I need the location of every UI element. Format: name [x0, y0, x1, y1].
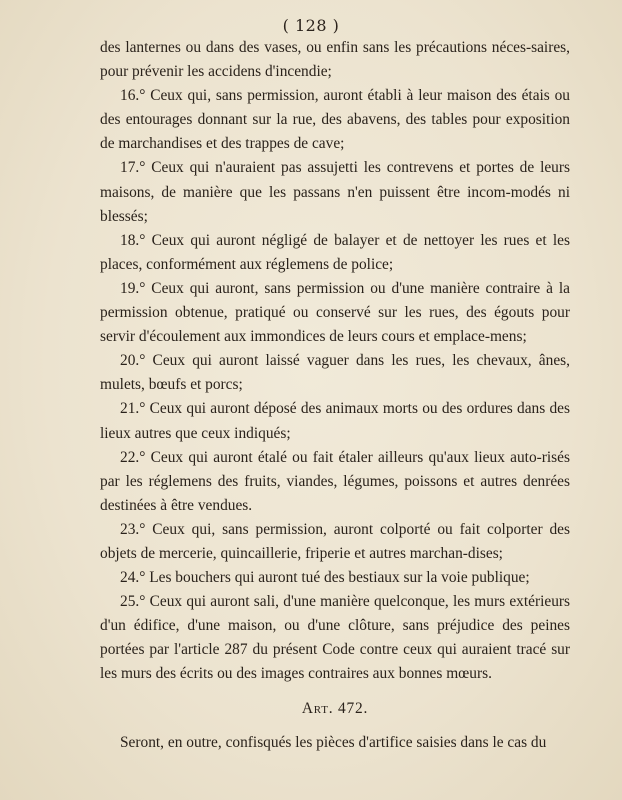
paragraph-continuation: des lanternes ou dans des vases, ou enfin sans les précautions néces-saires, pour prévenir les accidens d'incendie;: [100, 39, 570, 81]
article-heading: Art. 472.: [301, 699, 369, 717]
paragraph-item-25: 25.° Ceux qui auront sali, d'une manière quelconque, les murs extérieurs d'un édifice, d'une maison, ou d'une clôture, sans préjudice des peines portées par l'article 287 du présent Code contre ceux qui auraient tracé sur les murs des écrits ou des images contraires aux bonnes mœurs.: [100, 593, 570, 683]
paragraph-item-20: 20.° Ceux qui auront laissé vaguer dans les rues, les chevaux, ânes, mulets, bœufs et porcs;: [100, 352, 570, 394]
body-text: [100, 36, 570, 755]
page-number: ( 128 ): [282, 16, 340, 35]
paragraph-item-18: 18.° Ceux qui auront négligé de balayer et de nettoyer les rues et les places, conformément aux réglemens de police;: [100, 231, 570, 273]
paragraph-item-22: 22.° Ceux qui auront étalé ou fait étaler ailleurs qu'aux lieux auto-risés par les réglemens des fruits, viandes, légumes, poissons et autres denrées destinées à être vendues.: [100, 448, 570, 514]
paragraph-item-16: 16.° Ceux qui, sans permission, auront établi à leur maison des étais ou des entourages donnant sur la rue, des abavens, des tables pour exposition de marchandises et des trappes de cave;: [100, 87, 570, 153]
paragraph-item-17: 17.° Ceux qui n'auraient pas assujetti les contrevens et portes de leurs maisons, de manière que les passans n'en puissent être incom-modés ni blessés;: [100, 159, 570, 225]
paragraph-item-23: 23.° Ceux qui, sans permission, auront colporté ou fait colporter des objets de mercerie, quincaillerie, friperie et autres marchan-dises;: [100, 520, 570, 562]
paragraph-item-21: 21.° Ceux qui auront déposé des animaux morts ou des ordures dans des lieux autres que ceux indiqués;: [100, 400, 570, 442]
paragraph-item-19: 19.° Ceux qui auront, sans permission ou d'une manière contraire à la permission obtenue, pratiqué ou conservé sur les rues, des égouts pour servir d'écoulement aux immondices de leurs cours et emplace-mens;: [100, 279, 570, 346]
closing-paragraph: Seront, en outre, confisqués les pièces d'artifice saisies dans le cas du: [120, 733, 547, 751]
paragraph-item-24: 24.° Les bouchers qui auront tué des bestiaux sur la voie publique;: [120, 569, 530, 587]
